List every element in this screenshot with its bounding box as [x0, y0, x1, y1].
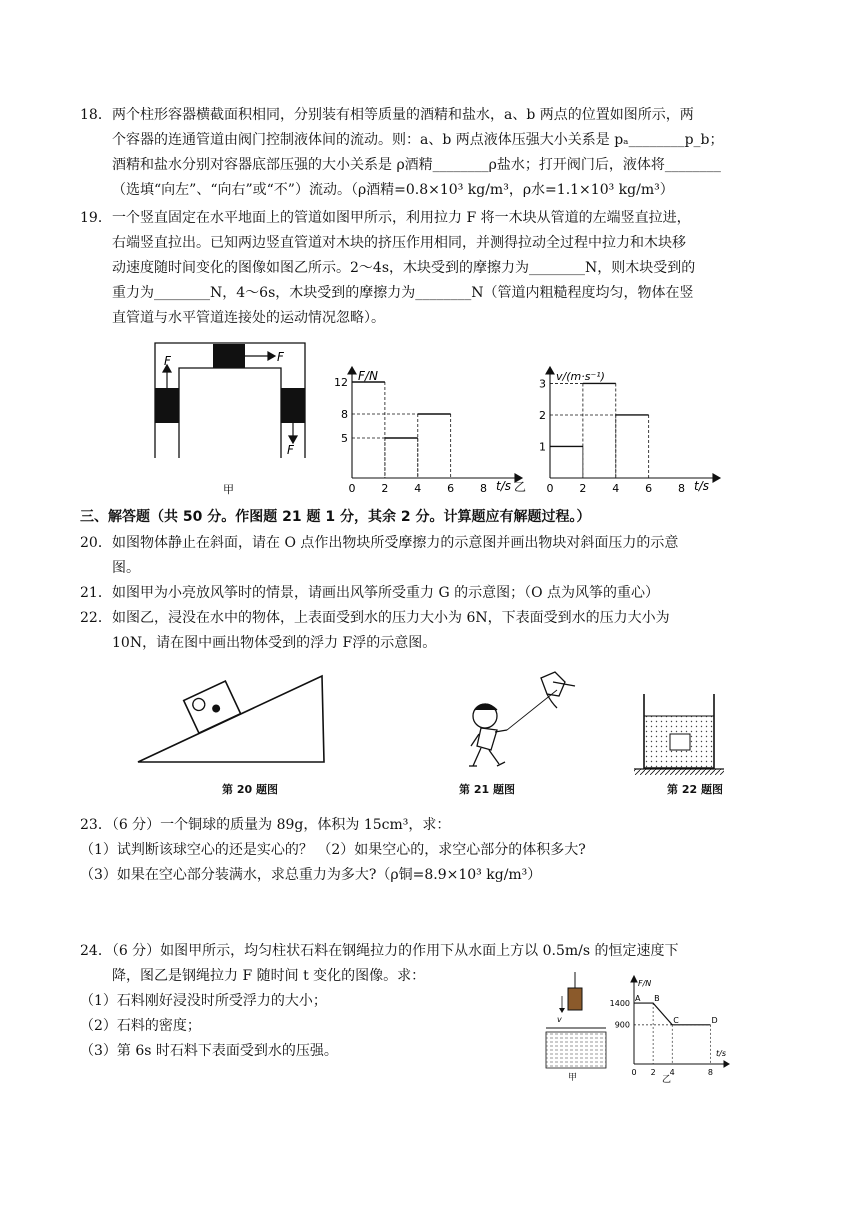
chart-xlabel: t/s	[716, 1049, 726, 1058]
container-figure	[630, 690, 730, 780]
question-number: 20．	[80, 535, 112, 551]
point-label: A	[635, 994, 641, 1004]
y-tick-label: 3	[539, 377, 546, 391]
x-tick-label: 8	[480, 482, 488, 495]
text-line: （1）试判断该球空心的还是实心的？ （2）如果空心的，求空心部分的体积多大?	[80, 842, 586, 858]
x-tick-label: 4	[669, 1068, 675, 1077]
y-tick-label: 1	[539, 440, 546, 454]
x-tick-label: 2	[650, 1068, 656, 1077]
text-line: 右端竖直拉出。已知两边竖直管道对木块的挤压作用相同，并测得拉动全过程中拉力和木块移	[112, 235, 686, 251]
x-tick-label: 0	[348, 482, 356, 495]
question-number: 21．	[80, 585, 112, 601]
text-line: 10N，请在图中画出物体受到的浮力 F浮的示意图。	[112, 635, 437, 651]
chart-xlabel: t/s	[694, 479, 709, 493]
velocity-label: v	[557, 1015, 562, 1024]
y-tick-label: 12	[334, 375, 348, 389]
y-tick-label: 900	[614, 1020, 630, 1030]
text-line: （2）石料的密度；	[80, 1018, 201, 1034]
point-label: B	[654, 994, 660, 1004]
stone-in-water-figure	[540, 972, 610, 1084]
point-label: D	[711, 1015, 718, 1025]
kite-figure	[455, 668, 595, 778]
force-label-right: F	[287, 443, 294, 457]
incline-figure	[130, 668, 330, 768]
x-tick-label: 6	[447, 482, 455, 495]
text-line: 24．（6 分）如图甲所示，均匀柱状石料在钢绳拉力的作用下从水面上方以 0.5m/s 的恒定速度下	[80, 943, 679, 959]
submerged-object	[670, 734, 690, 750]
text-line: 降，图乙是钢绳拉力 F 随时间 t 变化的图像。求：	[112, 968, 426, 984]
force-label-left: F	[164, 354, 171, 368]
question-23	[80, 813, 586, 888]
text-line: （3）第 6s 时石料下表面受到水的压强。	[80, 1043, 338, 1059]
block-left	[155, 388, 179, 423]
force-label-top: F	[277, 350, 284, 364]
x-tick-label: 4	[414, 482, 422, 495]
figure-caption-yi: 乙	[662, 1075, 672, 1085]
chart-ylabel: F/N	[638, 979, 652, 988]
text-line: 直管道与水平管道连接处的运动情况忽略）。	[112, 310, 385, 326]
point-label: C	[673, 1015, 679, 1025]
x-tick-label: 8	[678, 482, 686, 495]
x-tick-label: 2	[381, 482, 389, 495]
question-21	[80, 581, 762, 606]
text-line: 动速度随时间变化的图像如图乙所示。2～4s，木块受到的摩擦力为________N，则木块受到的	[112, 260, 696, 276]
question-19	[80, 206, 762, 331]
text-line: 图。	[112, 560, 140, 576]
x-tick-label: 8	[707, 1068, 713, 1077]
text-line: 一个竖直固定在水平地面上的管道如图甲所示，利用拉力 F 将一木块从管道的左端竖直拉进，	[112, 210, 691, 226]
text-line: 两个柱形容器横截面积相同，分别装有相等质量的酒精和盐水，a、b 两点的位置如图所示，两	[112, 107, 694, 123]
figure-caption-21: 第 21 题图	[459, 783, 515, 796]
chart-rope-force	[609, 972, 738, 1085]
chart-velocity-time	[528, 362, 728, 495]
y-tick-label: 1400	[609, 998, 630, 1008]
figure-caption-jia: 甲	[568, 1073, 578, 1083]
x-tick-label: 0	[631, 1068, 637, 1077]
chart-force-time	[330, 362, 530, 495]
text-line: 个容器的连通管道由阀门控制液体间的流动。则：a、b 两点液体压强大小关系是 pₐ________p_b；	[112, 132, 724, 148]
text-line: 酒精和盐水分别对容器底部压强的大小关系是 ρ酒精________ρ盐水；打开阀门后，液体将________	[112, 157, 721, 173]
figure-caption-yi: 乙	[514, 480, 527, 494]
x-tick-label: 2	[579, 482, 587, 495]
text-line: （3）如果在空心部分装满水，求总重力为多大?（ρ铜=8.9×10³ kg/m³）	[80, 867, 542, 883]
y-tick-label: 2	[539, 408, 546, 422]
stone-column	[568, 988, 582, 1010]
text-line: 如图甲为小亮放风筝时的情景，请画出风筝所受重力 G 的示意图；（O 点为风筝的重心）	[112, 585, 660, 601]
question-number: 18．	[80, 107, 112, 123]
block-top	[213, 344, 245, 368]
figure-caption-22: 第 22 题图	[667, 783, 723, 796]
block-right	[281, 388, 305, 423]
text-line: （选填“向左”、“向右”或“不”）流动。（ρ酒精=0.8×10³ kg/m³，ρ水=1.1×10³ kg/m³）	[112, 182, 674, 198]
y-tick-label: 5	[341, 431, 348, 445]
section-title: 三、解答题（共 50 分。作图题 21 题 1 分，其余 2 分。计算题应有解题过程。）	[80, 509, 591, 525]
data-line	[634, 1003, 710, 1025]
text-line: 重力为________N，4～6s，木块受到的摩擦力为________N（管道内粗糙程度均匀，物体在竖	[112, 285, 694, 301]
x-tick-label: 4	[612, 482, 620, 495]
figure-caption-jia: 甲	[223, 483, 234, 496]
x-tick-label: 0	[546, 482, 554, 495]
pipe-figure	[145, 338, 315, 498]
question-18	[80, 103, 762, 203]
question-22	[80, 606, 762, 656]
question-number: 19．	[80, 210, 112, 226]
text-line: 如图物体静止在斜面，请在 O 点作出物块所受摩擦力的示意图并画出物块对斜面压力的示意	[112, 535, 679, 551]
text-line: 23．（6 分）一个铜球的质量为 89g，体积为 15cm³，求：	[80, 817, 451, 833]
figure-caption-20: 第 20 题图	[222, 783, 278, 796]
text-line: （1）石料刚好浸没时所受浮力的大小；	[80, 993, 327, 1009]
question-20	[80, 531, 762, 581]
block-on-incline	[184, 681, 241, 733]
chart-xlabel: t/s	[496, 479, 511, 493]
x-tick-label: 6	[645, 482, 653, 495]
text-line: 如图乙，浸没在水中的物体，上表面受到水的压力大小为 6N，下表面受到水的压力大小为	[112, 610, 670, 626]
question-number: 22．	[80, 610, 112, 626]
chart-ylabel: v/(m·s⁻¹)	[556, 370, 605, 383]
y-tick-label: 8	[341, 407, 348, 421]
chart-ylabel: F/N	[358, 369, 378, 383]
